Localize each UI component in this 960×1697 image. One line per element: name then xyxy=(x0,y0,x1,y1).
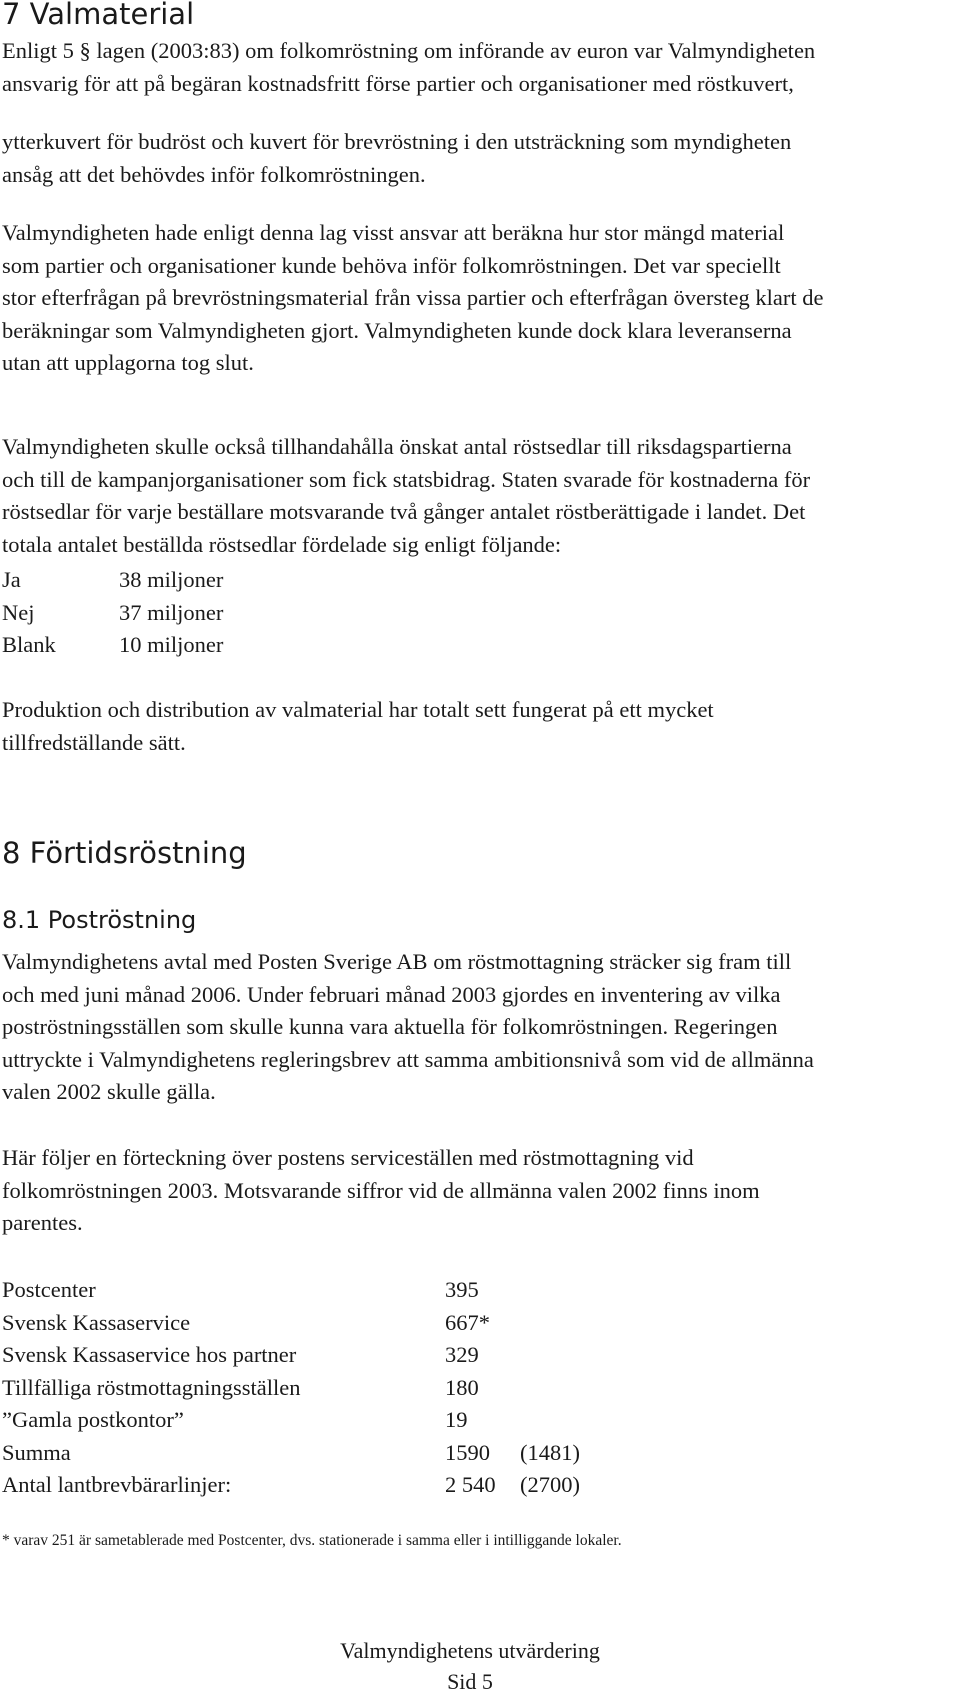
text-line: Valmyndighetens avtal med Posten Sverige AB om röstmottagning sträcker sig fram till xyxy=(2,949,792,974)
ballot-label: Nej xyxy=(2,599,35,625)
section-7-paragraph-2 xyxy=(2,217,952,380)
section-8-1-heading: 8.1 Poströstning xyxy=(2,906,197,934)
text-line: stor efterfrågan på brevröstningsmaterial från vissa partier och efterfrågan översteg klart de xyxy=(2,285,824,310)
text-line: och med juni månad 2006. Under februari månad 2003 gjordes en inventering av vilka xyxy=(2,981,781,1007)
text-line: beräkningar som Valmyndigheten gjort. Valmyndigheten kunde dock klara leveranserna xyxy=(2,317,792,343)
service-count: 2 540 xyxy=(445,1472,496,1497)
text-line: Här följer en förteckning över postens serviceställen med röstmottagning vid xyxy=(2,1145,694,1170)
section-7-paragraph-1-continued xyxy=(2,126,952,191)
text-line: röstsedlar för varje beställare motsvarande två gånger antalet röstberättigade i landet. Det xyxy=(2,499,806,524)
text-line: och till de kampanjorganisationer som fick statsbidrag. Staten svarade för kostnaderna för xyxy=(2,466,811,492)
service-count: 667* xyxy=(445,1309,490,1335)
service-label: Svensk Kassaservice xyxy=(2,1309,191,1335)
footer-title: Valmyndighetens utvärdering xyxy=(340,1638,600,1663)
section-8-paragraph-2 xyxy=(2,1142,952,1240)
text-line: parentes. xyxy=(2,1210,83,1235)
service-label: Antal lantbrevbärarlinjer: xyxy=(2,1472,232,1497)
text-line: ytterkuvert för budröst och kuvert för brevröstning i den utsträckning som myndigheten xyxy=(2,129,792,154)
ballot-label: Ja xyxy=(2,567,21,592)
ballot-value: 38 miljoner xyxy=(119,567,224,592)
service-label: Svensk Kassaservice hos partner xyxy=(2,1342,297,1367)
text-line: Enligt 5 § lagen (2003:83) om folkomröstning om införande av euron var Valmyndigheten xyxy=(2,38,816,63)
text-line: Valmyndigheten hade enligt denna lag visst ansvar att beräkna hur stor mängd material xyxy=(2,220,785,245)
text-line: valen 2002 skulle gälla. xyxy=(2,1079,216,1104)
text-line: tillfredställande sätt. xyxy=(2,729,186,755)
text-line: som partier och organisationer kunde behöva inför folkomröstningen. Det var speciellt xyxy=(2,252,781,278)
section-7-paragraph-1 xyxy=(2,35,952,100)
text-line: uttryckte i Valmyndighetens regleringsbrev att samma ambitionsnivå som vid de allmänna xyxy=(2,1046,814,1072)
footnote: * varav 251 är sametablerade med Postcenter, dvs. stationerade i samma eller i intilliggande lokaler. xyxy=(2,1532,622,1549)
section-8-heading: 8 Förtidsröstning xyxy=(2,836,247,870)
section-7-paragraph-3 xyxy=(2,431,952,561)
service-count: 329 xyxy=(445,1342,479,1367)
service-label: Postcenter xyxy=(2,1277,96,1302)
service-label: Summa xyxy=(2,1439,71,1465)
service-label: Tillfälliga röstmottagningsställen xyxy=(2,1374,301,1400)
text-line: ansåg att det behövdes inför folkomröstningen. xyxy=(2,161,426,187)
service-count: 395 xyxy=(445,1277,479,1302)
service-count: 19 xyxy=(445,1407,468,1432)
service-count: 1590 xyxy=(445,1439,490,1465)
section-8-paragraph-1 xyxy=(2,946,952,1109)
ballot-value: 37 miljoner xyxy=(119,599,224,625)
text-line: utan att upplagorna tog slut. xyxy=(2,350,254,375)
page-number: Sid 5 xyxy=(447,1669,493,1694)
ballot-value: 10 miljoner xyxy=(119,632,224,657)
text-line: totala antalet beställda röstsedlar fördelade sig enligt följande: xyxy=(2,531,562,557)
text-line: Valmyndigheten skulle också tillhandahålla önskat antal röstsedlar till riksdagspartierna xyxy=(2,434,792,459)
text-line: ansvarig för att på begäran kostnadsfritt förse partier och organisationer med röstkuvert, xyxy=(2,70,794,96)
section-7-paragraph-4 xyxy=(2,694,952,759)
service-label: ”Gamla postkontor” xyxy=(2,1407,184,1432)
service-count-2002: (2700) xyxy=(520,1472,580,1497)
text-line: folkomröstningen 2003. Motsvarande siffror vid de allmänna valen 2002 finns inom xyxy=(2,1177,760,1203)
section-7-heading: 7 Valmaterial xyxy=(2,0,195,31)
service-count-2002: (1481) xyxy=(520,1439,580,1465)
service-count: 180 xyxy=(445,1374,479,1400)
text-line: poströstningsställen som skulle kunna vara aktuella för folkomröstningen. Regeringen xyxy=(2,1014,778,1039)
ballot-label: Blank xyxy=(2,632,56,657)
text-line: Produktion och distribution av valmaterial har totalt sett fungerat på ett mycket xyxy=(2,697,714,722)
